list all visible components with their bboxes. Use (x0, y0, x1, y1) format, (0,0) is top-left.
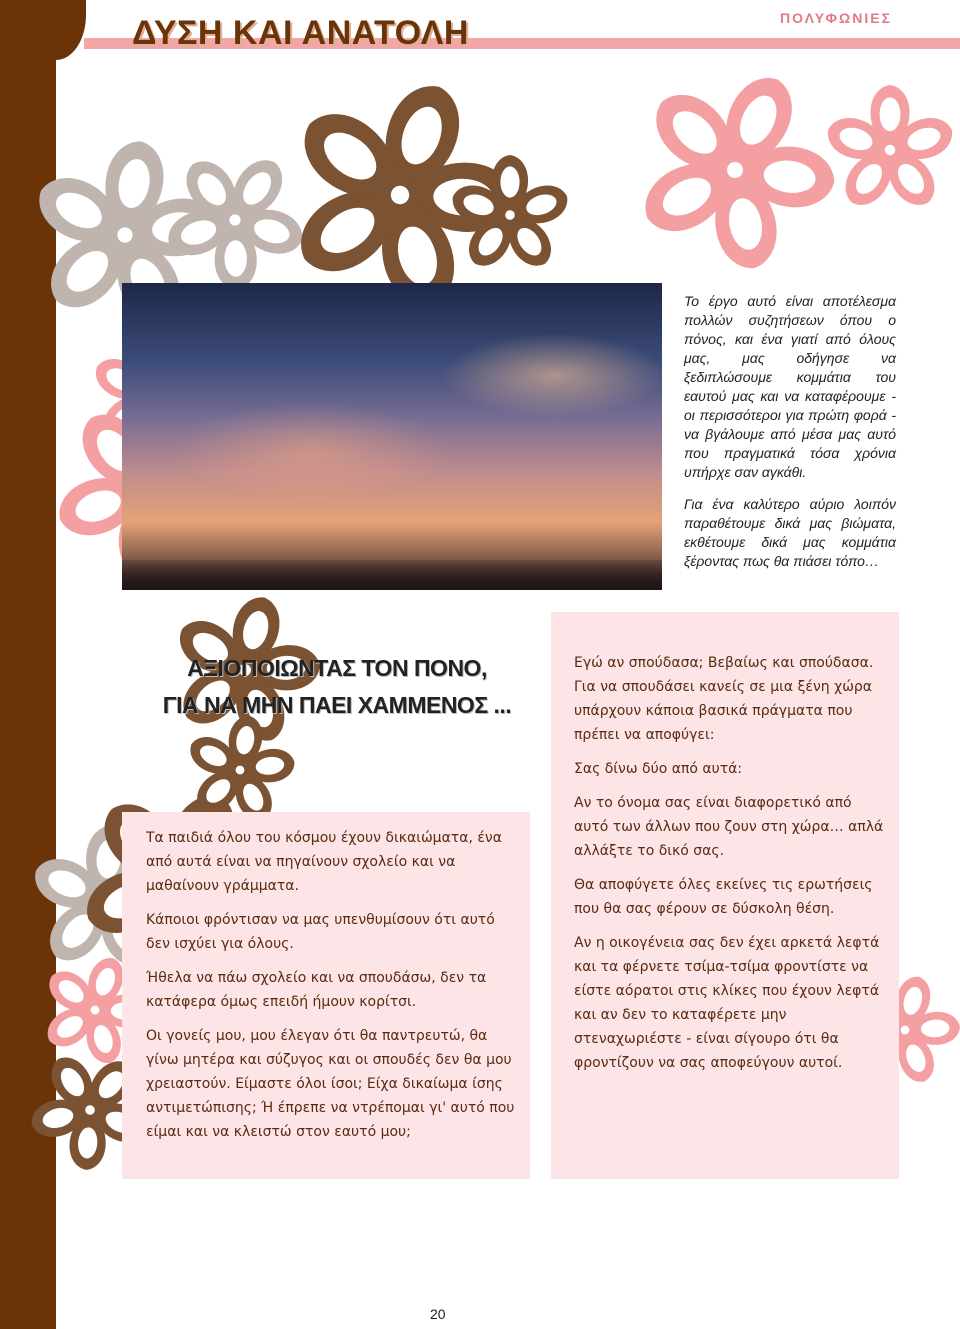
flower-11 (822, 85, 958, 214)
sunset-horizon (122, 560, 662, 590)
intro-paragraph-1: Το έργο αυτό είναι αποτέλεσμα πολλών συζητήσεων όπου ο πόνος, και ένα γιατί από όλους μας, μας οδήγησε να ξεδιπλώσουμε κομμάτια του εαυτού μας και να καταφέρουμε - οι περισσότεροι για πρώτη φορά - να βγάλουμε από μέσα μας αυτό που πραγματικά τόσα χρόνια υπήρχε σαν αγκάθι. (684, 293, 896, 480)
intro-paragraph-2: Για ένα καλύτερο αύριο λοιπόν παραθέτουμε δικά μας βιώματα, εκθέτουμε δικά μας κομμάτια ξέροντας πως θα πιάσει τόπο… (684, 496, 896, 569)
page-title: ΔΥΣΗ ΚΑΙ ΑΝΑΤΟΛΗ (132, 14, 469, 52)
intro-text (684, 292, 896, 584)
right-paragraph-2: Σας δίνω δύο από αυτά: (574, 761, 743, 777)
left-column-text (146, 826, 518, 1154)
article-heading (132, 650, 542, 724)
right-paragraph-5: Αν η οικογένεια σας δεν έχει αρκετά λεφτά και τα φέρνετε τσίμα-τσίμα φροντίστε να είστε αόρατοι στις κλίκες που έχουν λεφτά και αν δεν το καταφέρετε μην στεναχωριέστε - είναι σίγουρο ότι θα φροντίζουν να σας αποφεύγουν αυτοί. (574, 935, 880, 1071)
right-paragraph-3: Αν το όνομα σας είναι διαφορετικό από αυτό των άλλων που ζουν στη χώρα… απλά αλλάξτε το δικό σας. (574, 795, 884, 859)
left-paragraph-4: Οι γονείς μου, μου έλεγαν ότι θα παντρευτώ, θα γίνω μητέρα και σύζυγος και οι σπουδές δεν θα μου χρειαστούν. Είμαστε όλοι ίσοι; Είχα δικαίωμα ίσης αντιμετώπισης; Ή έπρεπε να ντρέπομαι γι' αυτό που είμαι και να κλειστώ στον εαυτό μου; (146, 1028, 515, 1140)
page-number: 20 (430, 1306, 446, 1322)
left-paragraph-2: Κάποιοι φρόντισαν να μας υπενθυμίσουν ότι αυτό δεν ισχύει για όλους. (146, 912, 495, 952)
right-paragraph-4: Θα αποφύγετε όλες εκείνες τις ερωτήσεις που θα σας φέρουν σε δύσκολη θέση. (574, 877, 873, 917)
right-paragraph-1: Εγώ αν σπούδασα; Βεβαίως και σπούδασα. Για να σπουδάσει κανείς σε μια ξένη χώρα υπάρχουν κάποια βασικά πράγματα που πρέπει να αποφύγει: (574, 655, 874, 743)
right-column-text (574, 651, 884, 1085)
flower-10 (599, 35, 872, 303)
sunset-sky-photo (122, 283, 662, 590)
left-paragraph-3: Ήθελα να πάω σχολείο και να σπουδάσω, δεν τα κατάφερα όμως επειδή ήμουν κορίτσι. (146, 970, 487, 1010)
left-paragraph-1: Τα παιδιά όλου του κόσμου έχουν δικαιώματα, ένα από αυτά είναι να πηγαίνουν σχολείο και να μαθαίνουν γράμματα. (146, 830, 502, 894)
heading-line-2: ΓΙΑ ΝΑ ΜΗΝ ΠΑΕΙ ΧΑΜΜΕΝΟΣ ... (162, 692, 512, 718)
section-label: ΠΟΛΥΦΩΝΙΕΣ (780, 10, 892, 26)
heading-line-1: ΑΞΙΟΠΟΙΩΝΤΑΣ ΤΟΝ ΠΟΝΟ, (187, 655, 487, 681)
